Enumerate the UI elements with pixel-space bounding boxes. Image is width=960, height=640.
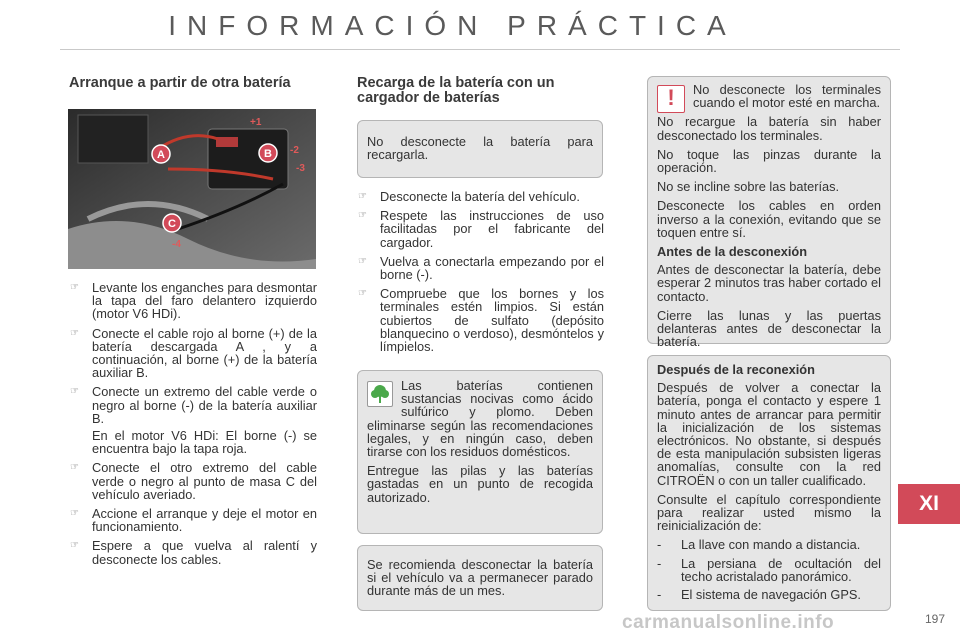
subheading-before-disconnect: Antes de la desconexión — [657, 244, 808, 260]
arrow-icon: ☞ — [70, 282, 79, 293]
arrow-icon: ☞ — [70, 327, 79, 339]
reconnect-box — [647, 355, 891, 611]
arrow-icon: ☞ — [70, 540, 79, 552]
arrow-icon: ☞ — [70, 508, 79, 520]
chapter-tab: XI — [898, 484, 960, 524]
arrow-icon: ☞ — [358, 255, 367, 267]
v6-hdi-note: En el motor V6 HDi: El borne (-) se encuentra bajo la tapa roja. — [92, 428, 317, 457]
list-item: ☞ Respete las instrucciones de uso facilitadas por el fabricante del cargador. — [358, 208, 604, 250]
list-item: - La persiana de ocultación del techo acristalado panorámico. — [657, 555, 881, 584]
warning-text-6: Antes de desconectar la batería, debe esperar 2 minutos tras haber cortado el contacto. — [657, 262, 881, 304]
environment-text-2: Entregue las pilas y las baterías gastadas en un punto de recogida autorizado. — [367, 463, 593, 505]
engine-bay-photo — [68, 109, 316, 269]
warning-text-7: Cierre las lunas y las puertas delanteras antes de desconectar la batería. — [657, 307, 881, 350]
warning-text-3: No toque las pinzas durante la operación. — [657, 146, 881, 176]
arrow-icon: ☞ — [70, 462, 79, 474]
warning-text-5: Desconecte los cables en orden inverso a la conexión, evitando que se toquen entre sí. — [657, 198, 881, 240]
label-b: B — [264, 148, 272, 160]
reconnect-text-2: Consulte el capítulo correspondiente para realizar usted mismo la reinicialización de: — [657, 491, 881, 534]
label-plus1: +1 — [250, 117, 262, 128]
list-item: ☞ Desconecte la batería del vehículo. — [358, 189, 580, 204]
page-title: INFORMACIÓN PRÁCTICA — [168, 10, 737, 41]
list-item: ☞ Compruebe que los bornes y los terminales estén limpios. Si están cubiertos de sulfato (depósito blanquecino o verdoso), desmóntelos y límpielos. — [358, 286, 604, 355]
environment-box — [357, 370, 603, 534]
jump-start-steps — [69, 281, 317, 572]
warning-text-1: No desconecte los terminales cuando el motor esté en marcha. — [693, 82, 881, 111]
arrow-icon: ☞ — [358, 288, 367, 300]
engine-bay-illustration — [68, 109, 316, 269]
list-item: ☞ Accione el arranque y deje el motor en funcionamiento. — [70, 506, 317, 535]
label-minus3: -3 — [296, 163, 305, 174]
arrow-icon: ☞ — [358, 191, 367, 202]
arrow-icon: ☞ — [358, 210, 367, 222]
subheading-after-reconnect: Después de la reconexión — [657, 362, 815, 377]
list-item: ☞ Conecte el cable rojo al borne (+) de la batería descargada A , y a continuación, al borne (+) de la batería auxiliar B. — [70, 325, 317, 381]
tree-icon — [367, 381, 393, 407]
label-c: C — [168, 218, 176, 230]
label-a: A — [157, 149, 165, 161]
section-heading-charging: Recarga de la batería con un cargador de baterías — [357, 75, 555, 106]
list-item: ☞ Espere a que vuelva al ralentí y desconecte los cables. — [70, 538, 317, 567]
page-number: 197 — [924, 612, 945, 626]
list-item: - El sistema de navegación GPS. — [657, 587, 861, 603]
list-item: ☞ Levante los enganches para desmontar la tapa del faro delantero izquierdo (motor V6 HDi). — [70, 280, 317, 322]
reconnect-text-1: Después de volver a conectar la batería, ponga el contacto y espere 1 minuto antes de arrancar para permitir la inicialización de los sistemas electrónicos. No obstante, si después de esta manipulación subsisten ligeras anomalías, consulte con la red CITROËN o con un taller cualificado. — [657, 380, 881, 488]
list-item: - La llave con mando a distancia. — [657, 537, 861, 553]
list-item: ☞ Vuelva a conectarla empezando por el borne (-). — [358, 253, 604, 283]
environment-text: Las baterías contienen sustancias nocivas como ácido sulfúrico y plomo. Deben eliminarse según las recomendaciones legales, y en ningún caso, deben tirarse con los residuos domésticos. — [367, 378, 593, 460]
header-rule — [60, 49, 900, 50]
watermark: carmanualsonline.info — [622, 612, 835, 633]
recommendation-box: Se recomienda desconectar la batería si el vehículo va a permanecer parado durante más de un mes. — [357, 545, 603, 611]
info-box-no-disconnect: No desconecte la batería para recargarla. — [357, 120, 603, 178]
warning-text-4: No se incline sobre las baterías. — [657, 179, 840, 195]
arrow-icon: ☞ — [70, 386, 79, 398]
reinit-list — [657, 538, 881, 601]
label-minus2: -2 — [290, 145, 299, 156]
section-heading-jump-start: Arranque a partir de otra batería — [69, 75, 291, 91]
warning-box — [647, 76, 891, 350]
label-minus4: -4 — [172, 239, 181, 250]
list-item: ☞ Conecte el otro extremo del cable verde o negro al punto de masa C del vehículo averiado. — [70, 460, 317, 502]
warning-text-2: No recargue la batería sin haber desconectado los terminales. — [657, 114, 881, 143]
list-item: ☞ Conecte un extremo del cable verde o negro al borne (-) de la batería auxiliar B. — [70, 384, 317, 426]
warning-icon: ! — [657, 85, 685, 113]
charging-steps — [357, 190, 604, 359]
